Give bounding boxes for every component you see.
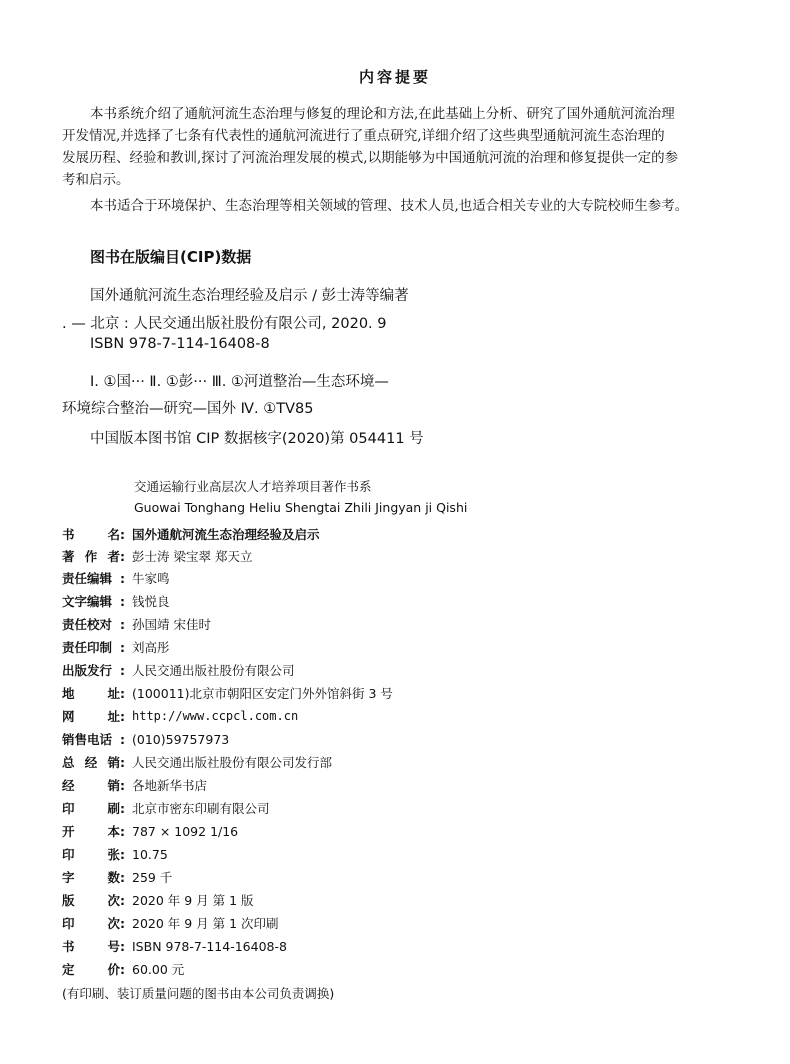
detail-value: 彭士涛 梁宝翠 郑天立	[132, 549, 253, 564]
detail-row-book-title: 书 名 : 国外通航河流生态治理经验及启示	[62, 526, 320, 542]
detail-row-address: 地 址 : (100011)北京市朝阳区安定门外外馆斜街 3 号	[62, 685, 393, 701]
detail-row-proofreader: 责任校对 : 孙国靖 宋佳时	[62, 616, 211, 632]
detail-value: 60.00 元	[132, 962, 185, 977]
cip-classification-line-1: Ⅰ. ①国··· Ⅱ. ①彭··· Ⅲ. ①河道整治—生态环境—	[90, 374, 389, 390]
detail-label: 总 经 销	[62, 755, 120, 770]
detail-label: 销售电话	[62, 732, 113, 747]
detail-label: 版 次	[62, 893, 120, 908]
detail-value: 刘高彤	[132, 640, 170, 655]
detail-label: 责任编辑	[62, 571, 113, 586]
detail-value: 2020 年 9 月 第 1 次印刷	[132, 916, 279, 931]
detail-row-edition: 版 次 : 2020 年 9 月 第 1 版	[62, 892, 254, 908]
summary-line-2: 开发情况,并选择了七条有代表性的通航河流进行了重点研究,详细介绍了这些典型通航河流生态治理的	[62, 128, 665, 144]
summary-line-4: 考和启示。	[62, 172, 130, 188]
detail-value: http://www.ccpcl.com.cn	[132, 709, 299, 723]
detail-row-printer: 印 刷 : 北京市密东印刷有限公司	[62, 800, 270, 816]
series-pinyin-title: Guowai Tonghang Heliu Shengtai Zhili Jingyan ji Qishi	[134, 500, 468, 515]
detail-value: 787 × 1092 1/16	[132, 823, 239, 839]
detail-label: 字 数	[62, 870, 120, 885]
detail-label: 书 名	[62, 527, 120, 542]
detail-label: 责任印制	[62, 640, 113, 655]
detail-value: 国外通航河流生态治理经验及启示	[132, 527, 320, 542]
summary-title: 内容提要	[358, 68, 431, 86]
detail-label: 书 号	[62, 939, 120, 954]
detail-label: 网 址	[62, 709, 120, 724]
detail-value: ISBN 978-7-114-16408-8	[132, 938, 287, 954]
detail-row-publisher: 出版发行 : 人民交通出版社股份有限公司	[62, 662, 295, 678]
detail-row-print-supervisor: 责任印制 : 刘高彤	[62, 639, 170, 655]
cip-title-line: 国外通航河流生态治理经验及启示 / 彭士涛等编著	[90, 288, 409, 304]
detail-label: 经 销	[62, 778, 120, 793]
detail-label: 定 价	[62, 962, 120, 977]
detail-label: 文字编辑	[62, 594, 113, 609]
detail-row-text-editor: 文字编辑 : 钱悦良	[62, 593, 170, 609]
detail-value: (100011)北京市朝阳区安定门外外馆斜街 3 号	[132, 686, 393, 701]
detail-value: 人民交通出版社股份有限公司	[132, 663, 295, 678]
detail-label: 著 作 者	[62, 549, 120, 564]
detail-row-sales-phone: 销售电话 : (010)59757973	[62, 731, 230, 747]
summary-line-3: 发展历程、经验和教训,探讨了河流治理发展的模式,以期能够为中国通航河流的治理和修复提供一定的参	[62, 150, 679, 166]
detail-row-printing: 印 次 : 2020 年 9 月 第 1 次印刷	[62, 915, 279, 931]
detail-label: 出版发行	[62, 663, 113, 678]
detail-label: 印 次	[62, 916, 120, 931]
detail-value: 牛家鸣	[132, 571, 170, 586]
detail-label: 印 刷	[62, 801, 120, 816]
detail-value: 各地新华书店	[132, 778, 208, 793]
detail-row-general-distributor: 总 经 销 : 人民交通出版社股份有限公司发行部	[62, 754, 333, 770]
cip-isbn-line: ISBN 978-7-114-16408-8	[90, 336, 270, 352]
cip-record-number: 中国版本图书馆 CIP 数据核字(2020)第 054411 号	[90, 431, 424, 447]
detail-value: 259 千	[132, 870, 173, 885]
detail-label: 印 张	[62, 847, 120, 862]
summary-line-1: 本书系统介绍了通航河流生态治理与修复的理论和方法,在此基础上分析、研究了国外通航河流治理	[90, 106, 675, 122]
cip-heading: 图书在版编目(CIP)数据	[90, 248, 252, 266]
detail-row-isbn: 书 号 : ISBN 978-7-114-16408-8	[62, 938, 287, 954]
detail-value: 孙国靖 宋佳时	[132, 617, 211, 632]
detail-row-price: 定 价 : 60.00 元	[62, 961, 185, 977]
detail-label: 开 本	[62, 824, 120, 839]
detail-row-website: 网 址 : http://www.ccpcl.com.cn	[62, 708, 299, 724]
quality-footnote: (有印刷、装订质量问题的图书由本公司负责调换)	[62, 986, 335, 1001]
detail-row-word-count: 字 数 : 259 千	[62, 869, 173, 885]
detail-row-sheets: 印 张 : 10.75	[62, 846, 168, 862]
detail-value: 钱悦良	[132, 594, 170, 609]
detail-row-authors: 著 作 者 : 彭士涛 梁宝翠 郑天立	[62, 548, 253, 564]
detail-row-format: 开 本 : 787 × 1092 1/16	[62, 823, 239, 839]
detail-label: 责任校对	[62, 617, 113, 632]
detail-value: 北京市密东印刷有限公司	[132, 801, 270, 816]
summary-line-5: 本书适合于环境保护、生态治理等相关领域的管理、技术人员,也适合相关专业的大专院校师生参考。	[90, 198, 689, 214]
detail-value: 10.75	[132, 846, 168, 862]
cip-publisher-line: . — 北京 : 人民交通出版社股份有限公司, 2020. 9	[62, 316, 387, 332]
cip-classification-line-2: 环境综合整治—研究—国外 Ⅳ. ①TV85	[62, 401, 314, 417]
series-title: 交通运输行业高层次人才培养项目著作书系	[134, 479, 372, 494]
detail-label: 地 址	[62, 686, 120, 701]
detail-row-editor: 责任编辑 : 牛家鸣	[62, 570, 170, 586]
detail-row-distributor: 经 销 : 各地新华书店	[62, 777, 208, 793]
detail-value: 2020 年 9 月 第 1 版	[132, 893, 254, 908]
detail-value: (010)59757973	[132, 731, 230, 747]
detail-value: 人民交通出版社股份有限公司发行部	[132, 755, 333, 770]
